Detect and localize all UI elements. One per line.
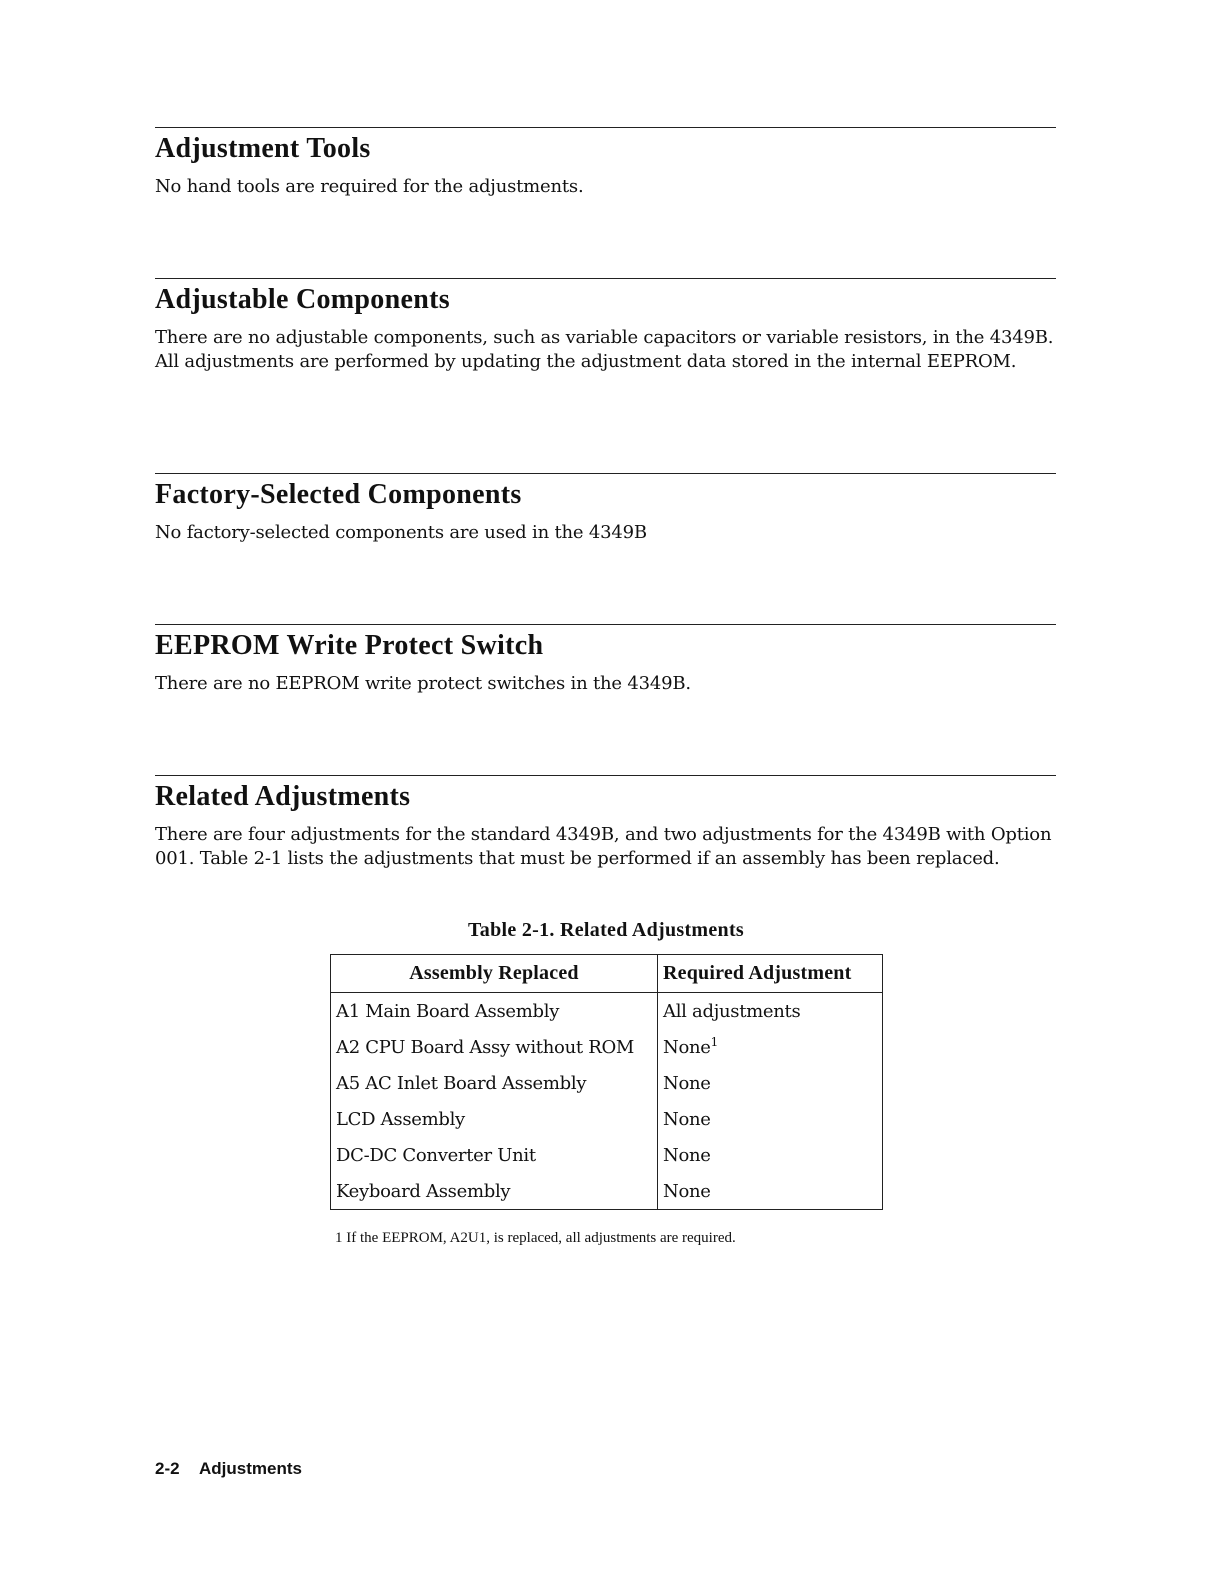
- related-adjustments-table: [330, 954, 883, 1210]
- header-required-adjustment: Required Adjustment: [658, 955, 883, 993]
- table-row: [331, 1101, 883, 1137]
- section-rule: [155, 775, 1056, 776]
- assembly-cell: LCD Assembly: [331, 1101, 658, 1137]
- adjustment-cell: [658, 1137, 883, 1173]
- adjustment-cell: [658, 1101, 883, 1137]
- table-caption: Table 2-1. Related Adjustments: [467, 919, 745, 941]
- section-rule: [155, 127, 1056, 128]
- assembly-cell: DC-DC Converter Unit: [331, 1137, 658, 1173]
- page-number: 2-2: [155, 1459, 180, 1478]
- adjustment-cell: [658, 1173, 883, 1210]
- table-row: [331, 1029, 883, 1065]
- section-heading: EEPROM Write Protect Switch: [155, 630, 544, 661]
- section-heading: Factory-Selected Components: [155, 479, 522, 510]
- section-body: No factory-selected components are used in the 4349B: [155, 522, 647, 543]
- section-rule: [155, 624, 1056, 625]
- assembly-cell: A5 AC Inlet Board Assembly: [331, 1065, 658, 1101]
- section-heading: Related Adjustments: [155, 781, 411, 812]
- adjustment-cell: [658, 1065, 883, 1101]
- section-body: There are four adjustments for the standard 4349B, and two adjustments for the 4349B with Option 001. Table 2-1 lists the adjustments that must be performed if an assembly has been replaced.: [155, 824, 1052, 869]
- section-rule: [155, 473, 1056, 474]
- chapter-title: Adjustments: [199, 1459, 302, 1478]
- assembly-cell: Keyboard Assembly: [331, 1173, 658, 1210]
- assembly-cell: A2 CPU Board Assy without ROM: [331, 1029, 658, 1065]
- section-heading: Adjustment Tools: [155, 133, 371, 164]
- adjustment-text: All adjustments: [663, 1000, 801, 1022]
- table-row: [331, 993, 883, 1030]
- table-footnote: 1 If the EEPROM, A2U1, is replaced, all adjustments are required.: [335, 1230, 736, 1246]
- adjustment-text: None: [663, 1036, 711, 1058]
- assembly-cell: A1 Main Board Assembly: [331, 993, 658, 1030]
- section-heading: Adjustable Components: [155, 284, 450, 315]
- page-footer: [155, 1458, 302, 1480]
- section-body: No hand tools are required for the adjustments.: [155, 176, 584, 197]
- table-row: [331, 1065, 883, 1101]
- adjustment-text: None: [663, 1108, 711, 1130]
- adjustment-text: None: [663, 1072, 711, 1094]
- adjustment-cell: [658, 1029, 883, 1065]
- table-row: [331, 1173, 883, 1210]
- section-rule: [155, 278, 1056, 279]
- table-header-row: [331, 955, 883, 993]
- section-body: There are no adjustable components, such as variable capacitors or variable resistors, in the 4349B. All adjustments are performed by updating the adjustment data stored in the internal EEPROM.: [155, 327, 1054, 372]
- table-row: [331, 1137, 883, 1173]
- header-assembly-replaced: Assembly Replaced: [331, 955, 658, 993]
- section-body: There are no EEPROM write protect switches in the 4349B.: [155, 673, 691, 694]
- adjustment-text: None: [663, 1180, 711, 1202]
- footnote-marker: 1: [710, 1034, 718, 1049]
- adjustment-text: None: [663, 1144, 711, 1166]
- adjustment-cell: [658, 993, 883, 1030]
